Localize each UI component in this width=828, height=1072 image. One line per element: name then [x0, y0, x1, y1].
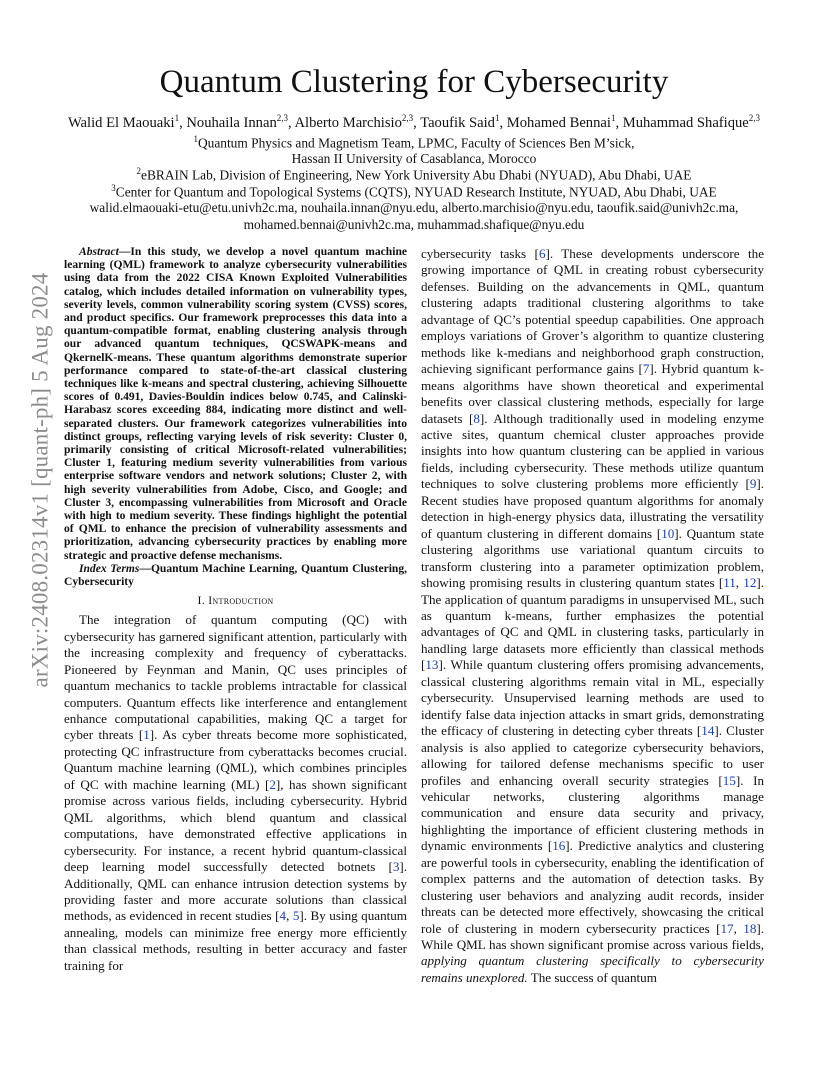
affiliation-3: $^3$Center for Quantum and Topological Systems (CQTS), NYUAD Research Institute, NYUAD, Abu Dhabi, UAE	[111, 183, 717, 200]
arxiv-identifier-stamp	[20, 272, 60, 688]
abstract-label: Abstract	[79, 246, 119, 258]
index-terms-text: —Quantum Machine Learning, Quantum Clustering, Cybersecurity	[64, 562, 407, 589]
email-list-line-1: walid.elmaouaki-etu@etu.univh2c.ma, nouhaila.innan@nyu.edu, alberto.marchisio@nyu.edu, taoufik.said@univh2c.ma,	[89, 200, 739, 215]
arxiv-identifier-text: arXiv:2408.02314v1 [quant-ph] 5 Aug 2024	[27, 272, 52, 688]
section-heading-introduction: I. Introduction	[197, 593, 274, 608]
author-list: Walid El Maouaki$^1$, Nouhaila Innan$^{2,3}$, Alberto Marchisio$^{2,3}$, Taoufik Said$^1$, Mohamed Bennai$^1$, Muhammad Shafique$^{2,3}$	[67, 113, 761, 131]
affiliation-1-line-1: $^1$Quantum Physics and Magnetism Team, LPMC, Faculty of Sciences Ben M’sick,	[193, 134, 635, 151]
abstract	[64, 246, 407, 563]
email-list-line-2: mohamed.bennai@univh2c.ma, muhammad.shafique@nyu.edu	[243, 217, 585, 232]
paper-title: Quantum Clustering for Cybersecurity	[159, 64, 669, 100]
index-terms	[64, 563, 407, 589]
introduction-paragraph-left: The integration of quantum computing (QC) with cybersecurity has garnered significant attention, particularly with the increasing complexity and frequency of cyberattacks. Pioneered by Feynman and Manin, QC uses principles of quantum mechanics to tackle problems intractable for classical computers. Quantum effects like interference and entanglement enhance computational capabilities, making QC a target for cyber threats [1]. As cyber threats become more sophisticated, protecting QC infrastructure from cyberattacks becomes crucial. Quantum machine learning (QML), which combines principles of QC with machine learning (ML) [2], has shown significant promise across various fields, including cybersecurity. Hybrid QML algorithms, which blend quantum and classical computations, have demonstrated effective applications in cybersecurity. For instance, a recent hybrid quantum-classical deep learning model successfully detected botnets [3]. Additionally, QML can enhance intrusion detection systems by providing faster and more accurate solutions than classical methods, as evidenced in recent studies [4, 5]. By using quantum annealing, models can minimize free energy more efficiently than classical methods, resulting in better accuracy and faster training for	[64, 612, 408, 973]
affiliation-1-line-2: Hassan II University of Casablanca, Morocco	[291, 151, 537, 166]
index-terms-label: Index Terms	[79, 562, 140, 575]
abstract-text: —In this study, we develop a novel quantum machine learning (QML) framework to analyze cybersecurity vulnerabilities using data from the 2022 CISA Known Exploited Vulnerabilities catalog, which includes detailed information on vulnerability types, severity levels, common vulnerability scoring system (CVSS) scores, and product specifics. Our framework preprocesses this data into a quantum-compatible format, enabling clustering analysis through our advanced quantum techniques, QCSWAPK-means and QkernelK-means. These quantum algorithms demonstrate superior performance compared to state-of-the-art classical clustering techniques like k-means and spectral clustering, achieving Silhouette scores of 0.491, Davies-Bouldin indices below 0.745, and Calinski-Harabasz scores exceeding 884, indicating more distinct and well-separated clusters. Our framework categorizes vulnerabilities into distinct groups, reflecting varying levels of risk severity: Cluster 0, primarily consisting of critical Microsoft-related vulnerabilities; Cluster 1, featuring medium severity vulnerabilities from various enterprise software vendors and network solutions; Cluster 2, with high severity vulnerabilities from Adobe, Cisco, and Google; and Cluster 3, encompassing vulnerabilities from Microsoft and Oracle with high to medium severity. These findings highlight the potential of QML to enhance the precision of vulnerability assessments and prioritization, advancing cybersecurity practices by enabling more strategic and proactive defense mechanisms.	[64, 246, 407, 562]
introduction-paragraph-right: cybersecurity tasks [6]. These developments underscore the growing importance of QML in creating robust cybersecurity defenses. Building on the advancements in QML, quantum clustering adapts traditional clustering algorithms to take advantage of QC’s potential speedup capabilities. One approach employs variations of Grover’s algorithm to quantize clustering methods like k-medians and neighborhood graph construction, achieving significant performance gains [7]. Hybrid quantum k-means algorithms have shown theoretical and experimental benefits over classical clustering methods, especially for large datasets [8]. Although traditionally used in modeling enzyme active sites, quantum chemical cluster approaches provide insights into how quantum clustering can be applied in various fields, including cybersecurity. These methods utilize quantum techniques to solve clustering problems more efficiently [9]. Recent studies have proposed quantum algorithms for anomaly detection in high-energy physics data, illustrating the versatility of quantum clustering in different domains [10]. Quantum state clustering algorithms use variational quantum circuits to transform clustering into a parameter optimization problem, showing promising results in clustering quantum states [11, 12]. The application of quantum paradigms in unsupervised ML, such as quantum k-means, further emphasizes the potential advantages of QC and QML in clustering tasks, particularly in handling large datasets more efficiently than classical methods [13]. While quantum clustering offers promising advancements, classical clustering algorithms remain vital in ML, especially cybersecurity. Unsupervised learning methods are used to identify false data injection attacks in smart grids, demonstrating the efficacy of clustering in detecting cyber threats [14]. Cluster analysis is also applied to categorize cybersecurity behaviors, allowing for tailored defense mechanisms specific to user profiles and enhancing overall security strategies [15]. In vehicular networks, clustering algorithms manage communication and ensure data security and privacy, highlighting the importance of efficient clustering methods in dynamic environments [16]. Predictive analytics and clustering are powerful tools in cybersecurity, enabling the identification of complex patterns and the automation of detection tasks. By clustering user behaviors and analyzing audit records, insider threats can be detected more effectively, showcasing the critical role of clustering in modern cybersecurity practices [17, 18]. While QML has shown significant promise across various fields, applying quantum clustering specifically to cybersecurity remains unexplored. The success of quantum	[421, 246, 765, 985]
affiliation-2: $^2$eBRAIN Lab, Division of Engineering, New York University Abu Dhabi (NYUAD), Abu Dhabi, UAE	[136, 166, 692, 183]
right-column	[421, 246, 764, 986]
left-column	[64, 246, 407, 974]
